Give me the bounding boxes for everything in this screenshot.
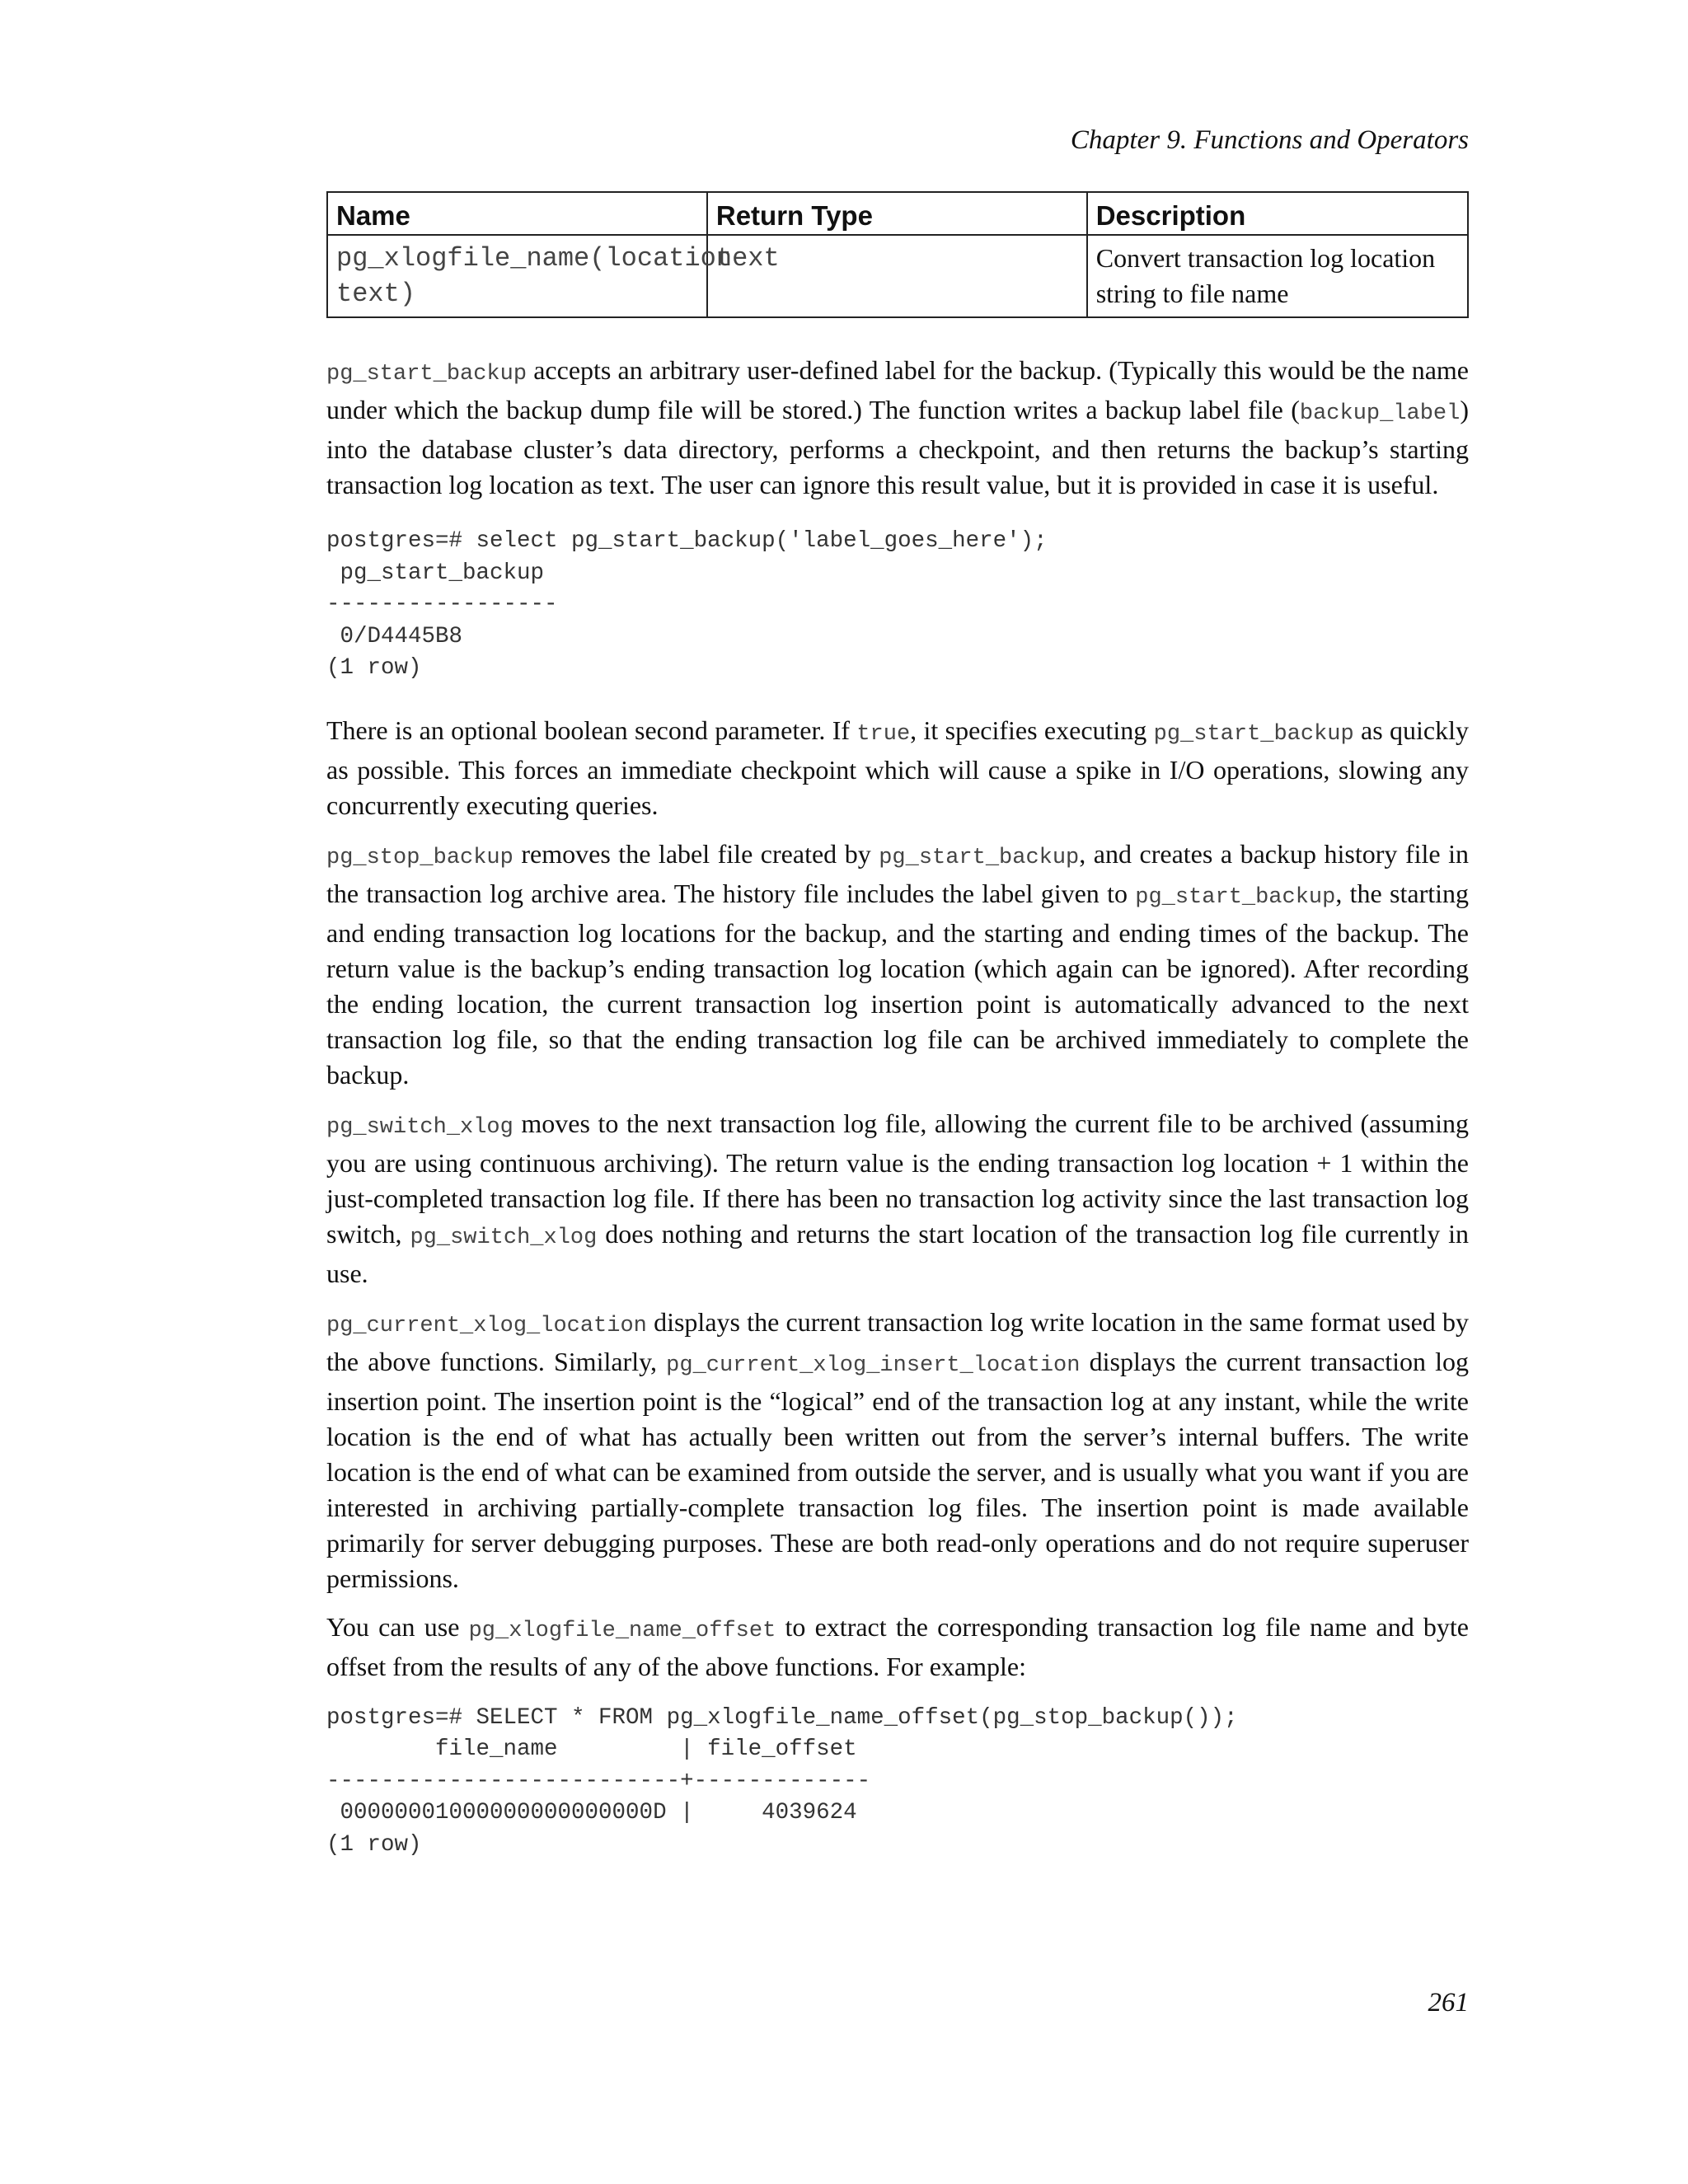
- cell-description: Convert transaction log location string to file name: [1087, 235, 1468, 317]
- code-example-xlogfile-name-offset: [326, 1703, 1469, 1862]
- column-header-description: Description: [1087, 192, 1468, 235]
- paragraph-second-parameter: [326, 713, 1469, 823]
- paragraph-text: accepts an arbitrary user-defined label for the backup. (Typically this would be the name under which the backup dump file will be stored.) The function writes a backup label file (: [326, 355, 1469, 424]
- paragraph-text: , it specifies executing: [910, 715, 1154, 745]
- paragraph-xlogfile-name-offset: [326, 1610, 1469, 1685]
- code-line: (1 row): [326, 1831, 422, 1858]
- page-number: 261: [1428, 1988, 1469, 2018]
- code-line: -----------------: [326, 592, 558, 617]
- column-header-name: Name: [327, 192, 707, 235]
- inline-code: pg_start_backup: [326, 362, 528, 387]
- code-line: postgres=# SELECT * FROM pg_xlogfile_name_offset(pg_stop_backup());: [326, 1704, 1238, 1731]
- inline-code: true: [856, 721, 911, 747]
- paragraph-text: , the starting and ending transaction log locations for the backup, and the starting and ending times of the backup. The return value is the backup’s ending transaction log location (which again can be ignored). After recording the ending location, the current transaction log insertion point is automatically advanced to the next transaction log file, so that the ending transaction log file can be archived immediately to complete the backup.: [326, 878, 1470, 1090]
- cell-function-name: pg_xlogfile_name(location text): [327, 235, 707, 317]
- paragraph-text: displays the current transaction log insertion point. The insertion point is the “logical” end of the transaction log at any instant, while the write location is the end of what has actually been written out from the server’s internal buffers. The write location is the end of what can be examined from outside the server, and is usually what you want if you are interested in archiving partially-complete transaction log files. The insertion point is made available primarily for server debugging purposes. These are both read-only operations and do not require superuser permissions.: [326, 1346, 1470, 1593]
- paragraph-current-xlog-location: [326, 1305, 1469, 1596]
- document-page: [326, 124, 1469, 1889]
- code-line: 0/D4445B8: [326, 623, 463, 649]
- inline-code: pg_current_xlog_insert_location: [666, 1352, 1081, 1378]
- inline-code: pg_start_backup: [1135, 884, 1336, 910]
- inline-code: pg_switch_xlog: [410, 1225, 598, 1250]
- running-head: Chapter 9. Functions and Operators: [1070, 125, 1469, 155]
- functions-table: [326, 191, 1469, 318]
- paragraph-text: to extract the corresponding transaction log file name and byte offset from the results of any of the above functions. For example:: [326, 1611, 1470, 1681]
- inline-code: pg_stop_backup: [326, 845, 513, 870]
- paragraph-text: ) into the database cluster’s data directory, performs a checkpoint, and then returns the backup’s starting transaction log location as text. The user can ignore this result value, but it is provided in case it is useful.: [326, 395, 1469, 499]
- paragraph-text: You can use: [326, 1611, 469, 1642]
- code-line: --------------------------+-------------: [326, 1768, 871, 1794]
- paragraph-switch-xlog: [326, 1106, 1469, 1291]
- inline-code: pg_current_xlog_location: [326, 1313, 647, 1338]
- code-line: 00000001000000000000000D | 4039624: [326, 1800, 857, 1825]
- code-line: (1 row): [326, 655, 422, 681]
- cell-return-type: text: [707, 235, 1087, 317]
- table-row: [327, 235, 1468, 317]
- paragraph-text: displays the current transaction log write location in the same format used by the above functions. Similarly,: [326, 1306, 1469, 1376]
- paragraph-text: as quickly as possible. This forces an immediate checkpoint which will cause a spike in I/O operations, slowing any concurrently executing queries.: [326, 715, 1470, 820]
- inline-code: backup_label: [1299, 401, 1461, 426]
- column-header-return-type: Return Type: [707, 192, 1087, 235]
- inline-code: pg_xlogfile_name_offset: [468, 1618, 776, 1643]
- paragraph-start-backup: [326, 353, 1469, 503]
- paragraph-stop-backup: [326, 837, 1469, 1093]
- paragraph-text: There is an optional boolean second parameter. If: [326, 715, 857, 745]
- code-line: pg_start_backup: [326, 560, 545, 586]
- code-line: postgres=# select pg_start_backup('label_goes_here');: [326, 528, 1048, 554]
- inline-code: pg_start_backup: [879, 845, 1080, 870]
- paragraph-text: , and creates a backup history file in the transaction log archive area. The history file includes the label given to: [326, 838, 1470, 908]
- code-example-start-backup: [326, 526, 1469, 685]
- code-line: file_name | file_offset: [326, 1736, 857, 1762]
- inline-code: pg_start_backup: [1153, 721, 1354, 747]
- paragraph-text: does nothing and returns the start location of the transaction log file currently in use.: [326, 1218, 1470, 1288]
- paragraph-text: removes the label file created by: [513, 838, 879, 869]
- paragraph-text: moves to the next transaction log file, allowing the current file to be archived (assuming you are using continuous archiving). The return value is the ending transaction log location + 1 within the just-completed transaction log file. If there has been no transaction log activity since the last transaction log switch,: [326, 1108, 1469, 1249]
- inline-code: pg_switch_xlog: [326, 1114, 513, 1140]
- table-header-row: [327, 192, 1468, 235]
